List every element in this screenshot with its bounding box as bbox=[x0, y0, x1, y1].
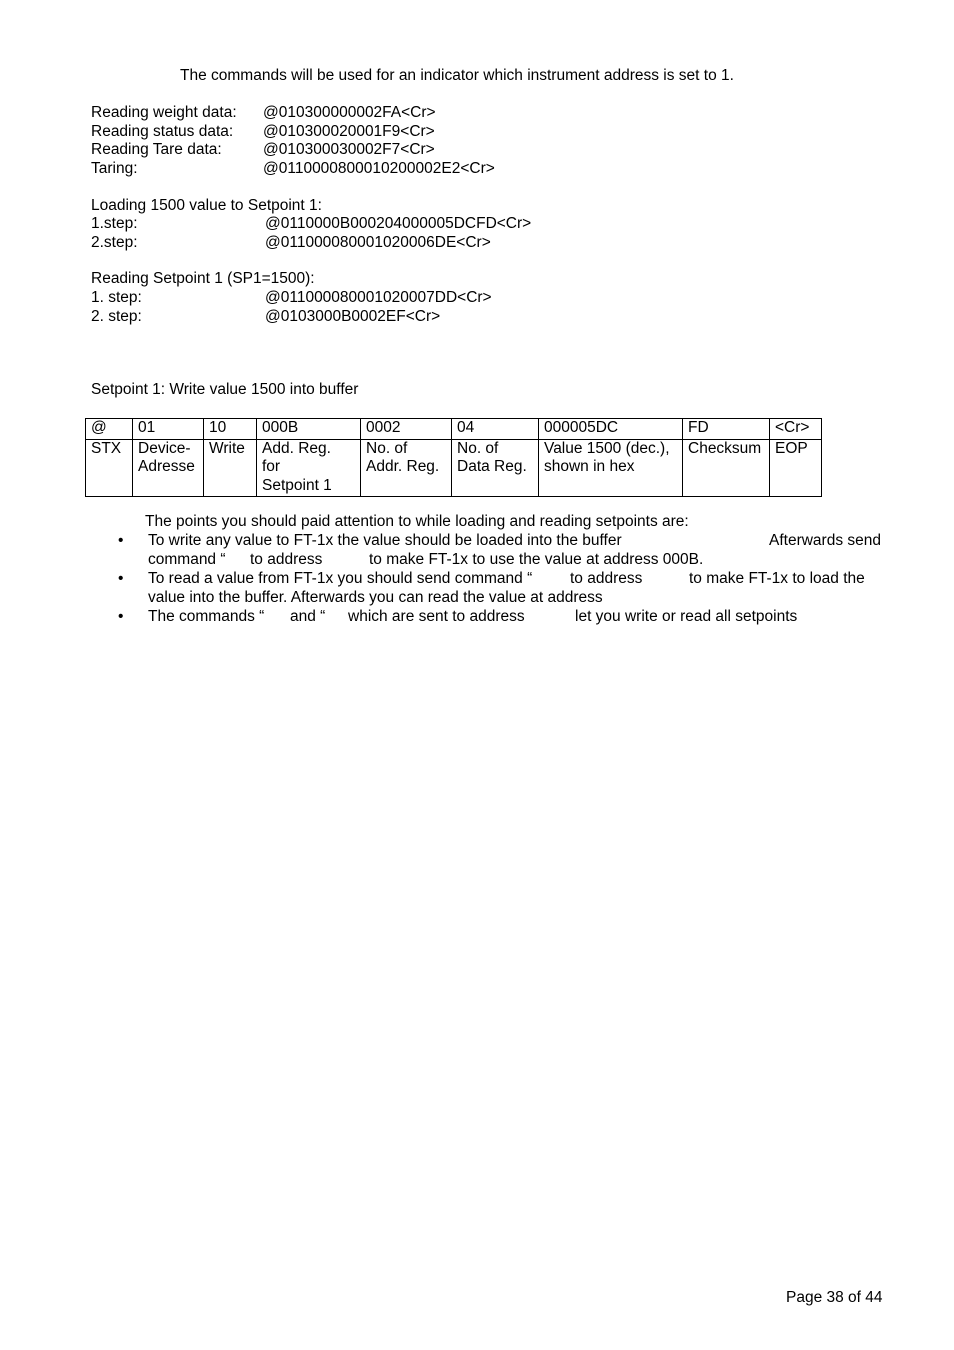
list-item bbox=[91, 570, 891, 607]
point-line bbox=[148, 608, 891, 627]
desc-line: EOP bbox=[775, 439, 808, 457]
point-fragment: and “ bbox=[290, 608, 326, 625]
frame-desc-cell bbox=[770, 439, 822, 497]
frame-value-cell: 000005DC bbox=[539, 419, 683, 440]
desc-line: Data Reg. bbox=[457, 458, 527, 475]
point-line bbox=[148, 551, 891, 570]
points-list bbox=[91, 532, 891, 628]
command-label: Reading Tare data: bbox=[91, 141, 222, 158]
desc-line: No. of bbox=[366, 439, 408, 457]
frame-value-cell: 10 bbox=[204, 419, 257, 440]
bullet-icon: • bbox=[118, 570, 124, 587]
point-line bbox=[148, 532, 891, 551]
frame-desc-cell bbox=[257, 439, 361, 497]
point-fragment: which are sent to address bbox=[348, 608, 525, 625]
desc-line: Addr. Reg. bbox=[366, 458, 440, 475]
step-label: 2.step: bbox=[91, 233, 138, 251]
desc-line: Device- bbox=[138, 439, 191, 457]
step-value: @011000080001020006DE<Cr> bbox=[265, 233, 491, 251]
frame-caption: Setpoint 1: Write value 1500 into buffer bbox=[91, 381, 359, 398]
frame-value-cell: 000B bbox=[257, 419, 361, 440]
step-label: 1. step: bbox=[91, 289, 142, 306]
frame-values-row bbox=[86, 419, 822, 440]
frame-desc-cell bbox=[133, 439, 204, 497]
list-item bbox=[91, 532, 891, 569]
frame-desc-cell bbox=[361, 439, 452, 497]
desc-line: Value 1500 (dec.), bbox=[544, 439, 670, 457]
point-fragment: To read a value from FT-1x you should send command “ bbox=[148, 570, 533, 587]
point-fragment: Afterwards send bbox=[769, 532, 881, 549]
frame-descriptions-row bbox=[86, 439, 822, 497]
reading-setpoint-heading: Reading Setpoint 1 (SP1=1500): bbox=[91, 270, 315, 287]
point-line bbox=[148, 570, 891, 589]
point-fragment: value into the buffer. Afterwards you can read the value at address bbox=[148, 588, 603, 606]
list-item bbox=[91, 608, 891, 627]
command-label: Taring: bbox=[91, 159, 138, 177]
desc-line: Adresse bbox=[138, 458, 195, 475]
desc-line: Write bbox=[209, 439, 245, 457]
command-label: Reading status data: bbox=[91, 122, 234, 140]
points-title: The points you should paid attention to while loading and reading setpoints are: bbox=[145, 513, 689, 530]
frame-desc-cell bbox=[204, 439, 257, 497]
desc-line: for bbox=[262, 458, 281, 475]
step-label: 1.step: bbox=[91, 215, 138, 232]
desc-line: Add. Reg. bbox=[262, 439, 331, 457]
desc-line: shown in hex bbox=[544, 458, 635, 475]
point-fragment: to address bbox=[570, 570, 643, 587]
step-value: @0110000B000204000005DCFD<Cr> bbox=[265, 215, 532, 232]
frame-value-cell: 01 bbox=[133, 419, 204, 440]
point-fragment: let you write or read all setpoints bbox=[575, 608, 798, 625]
point-fragment: The commands “ bbox=[148, 608, 265, 625]
desc-line: No. of bbox=[457, 439, 499, 457]
desc-line: STX bbox=[91, 439, 122, 457]
frame-desc-cell bbox=[683, 439, 770, 497]
step-value: @0103000B0002EF<Cr> bbox=[265, 307, 441, 325]
frame-value-cell: FD bbox=[683, 419, 770, 440]
step-label: 2. step: bbox=[91, 307, 142, 325]
point-fragment: to make FT-1x to use the value at address 000B. bbox=[369, 550, 704, 568]
frame-desc-cell bbox=[539, 439, 683, 497]
point-fragment: To write any value to FT-1x the value should be loaded into the buffer bbox=[148, 532, 622, 549]
frame-value-cell: @ bbox=[86, 419, 133, 440]
command-value: @010300020001F9<Cr> bbox=[263, 122, 435, 140]
point-line bbox=[148, 589, 891, 608]
bullet-icon: • bbox=[118, 608, 124, 625]
point-fragment: to make FT-1x to load the bbox=[689, 570, 865, 587]
frame-value-cell: <Cr> bbox=[770, 419, 822, 440]
frame-value-cell: 0002 bbox=[361, 419, 452, 440]
frame-desc-cell bbox=[452, 439, 539, 497]
desc-line: Checksum bbox=[688, 439, 762, 457]
frame-value-cell: 04 bbox=[452, 419, 539, 440]
step-value: @011000080001020007DD<Cr> bbox=[265, 289, 492, 306]
intro-text: The commands will be used for an indicator which instrument address is set to 1. bbox=[180, 67, 734, 84]
command-label: Reading weight data: bbox=[91, 104, 237, 121]
point-fragment: to address bbox=[250, 550, 323, 568]
command-value: @010300000002FA<Cr> bbox=[263, 104, 436, 121]
desc-line: Setpoint 1 bbox=[262, 476, 332, 494]
bullet-icon: • bbox=[118, 532, 124, 549]
page-number: Page 38 of 44 bbox=[786, 1289, 883, 1306]
loading-heading: Loading 1500 value to Setpoint 1: bbox=[91, 197, 322, 214]
frame-table bbox=[85, 418, 822, 497]
command-value: @0110000800010200002E2<Cr> bbox=[263, 159, 495, 177]
frame-desc-cell bbox=[86, 439, 133, 497]
point-fragment: command “ bbox=[148, 550, 226, 568]
command-value: @010300030002F7<Cr> bbox=[263, 141, 435, 158]
